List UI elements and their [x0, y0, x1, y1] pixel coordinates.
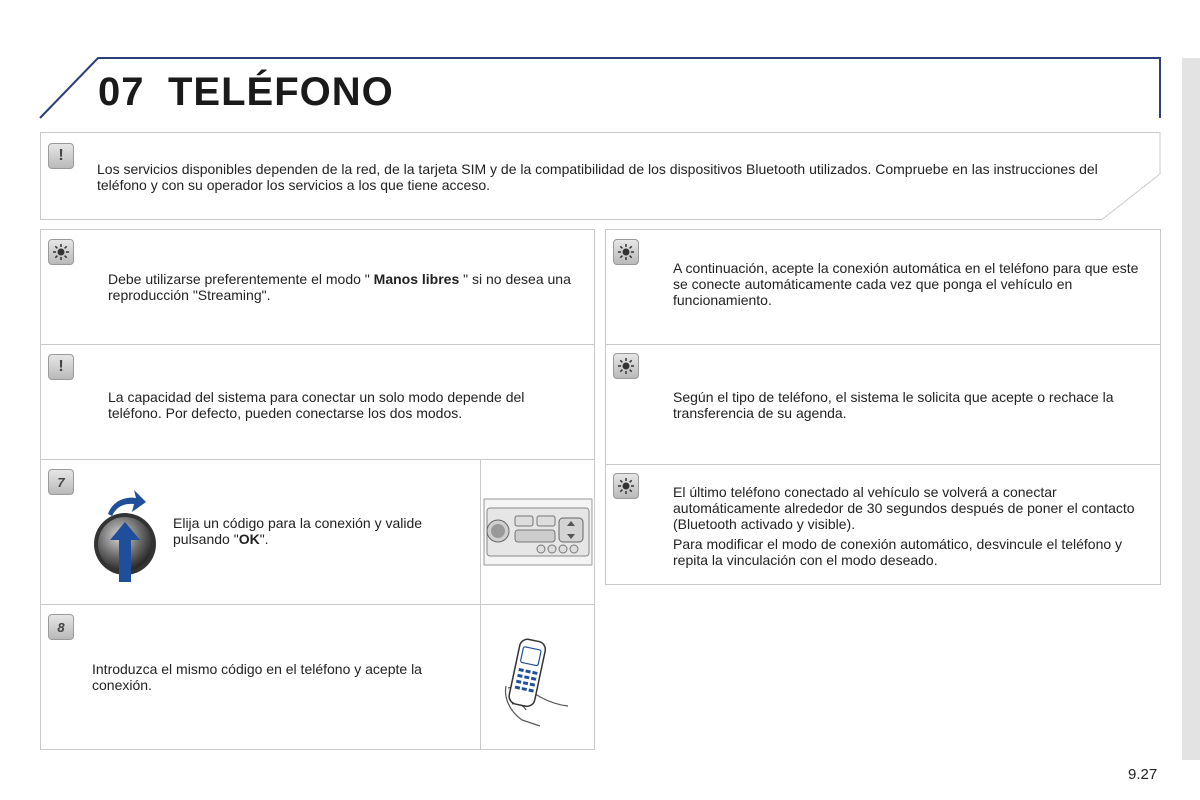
left-warning-text: La capacidad del sistema para conectar un solo modo depende del teléfono. Por defecto, pueden conectarse los dos modos. [108, 389, 525, 421]
left-tip-text: Debe utilizarse preferentemente el modo " Manos libres " si no desea una reproducción "Streaming". [108, 271, 571, 303]
warning-icon: ! [48, 143, 74, 169]
hand-phone-icon [500, 634, 575, 730]
page-edge-strip [1182, 58, 1200, 760]
step-number-badge: 8 [48, 614, 74, 640]
step-8-text: Introduzca el mismo código en el teléfono y acepte la conexión. [92, 661, 422, 693]
right-tip-2-text: Según el tipo de teléfono, el sistema le solicita que acepte o rechace la transferencia de su agenda. [673, 389, 1114, 421]
step-7-divider [480, 459, 481, 605]
warning-icon: ! [48, 354, 74, 380]
chapter-number: 07 [98, 70, 145, 114]
top-warning-text: Los servicios disponibles dependen de la red, de la tarjeta SIM y de la compatibilidad de los dispositivos Bluetooth utilizados. Compruebe en las instrucciones del teléfono y con su operador los servicios a los que tiene acceso. [97, 161, 1098, 193]
right-tip-3-text: El último teléfono conectado al vehículo se volverá a conectar automáticamente alrededor de 30 segundos después de poner el contacto (Bluetooth activado y visible). Para modificar el modo de conexión automático, desvincule el teléfono y repita la vinculación con el modo deseado. [673, 484, 1135, 568]
step-number-badge: 7 [48, 469, 74, 495]
sun-icon [48, 239, 74, 265]
sun-icon [613, 353, 639, 379]
rotary-knob-push-icon [90, 488, 160, 584]
radio-panel-icon [483, 498, 593, 566]
step-8-divider [480, 604, 481, 750]
sun-icon [613, 473, 639, 499]
right-tip-1-text: A continuación, acepte la conexión automática en el teléfono para que este se conecte automáticamente cada vez que ponga el vehículo en funcionamiento. [673, 260, 1139, 308]
chapter-title: TELÉFONO [168, 70, 394, 114]
page-number: 9.27 [1128, 766, 1158, 783]
step-7-text: Elija un código para la conexión y valide pulsando "OK". [173, 515, 423, 547]
sun-icon [613, 239, 639, 265]
